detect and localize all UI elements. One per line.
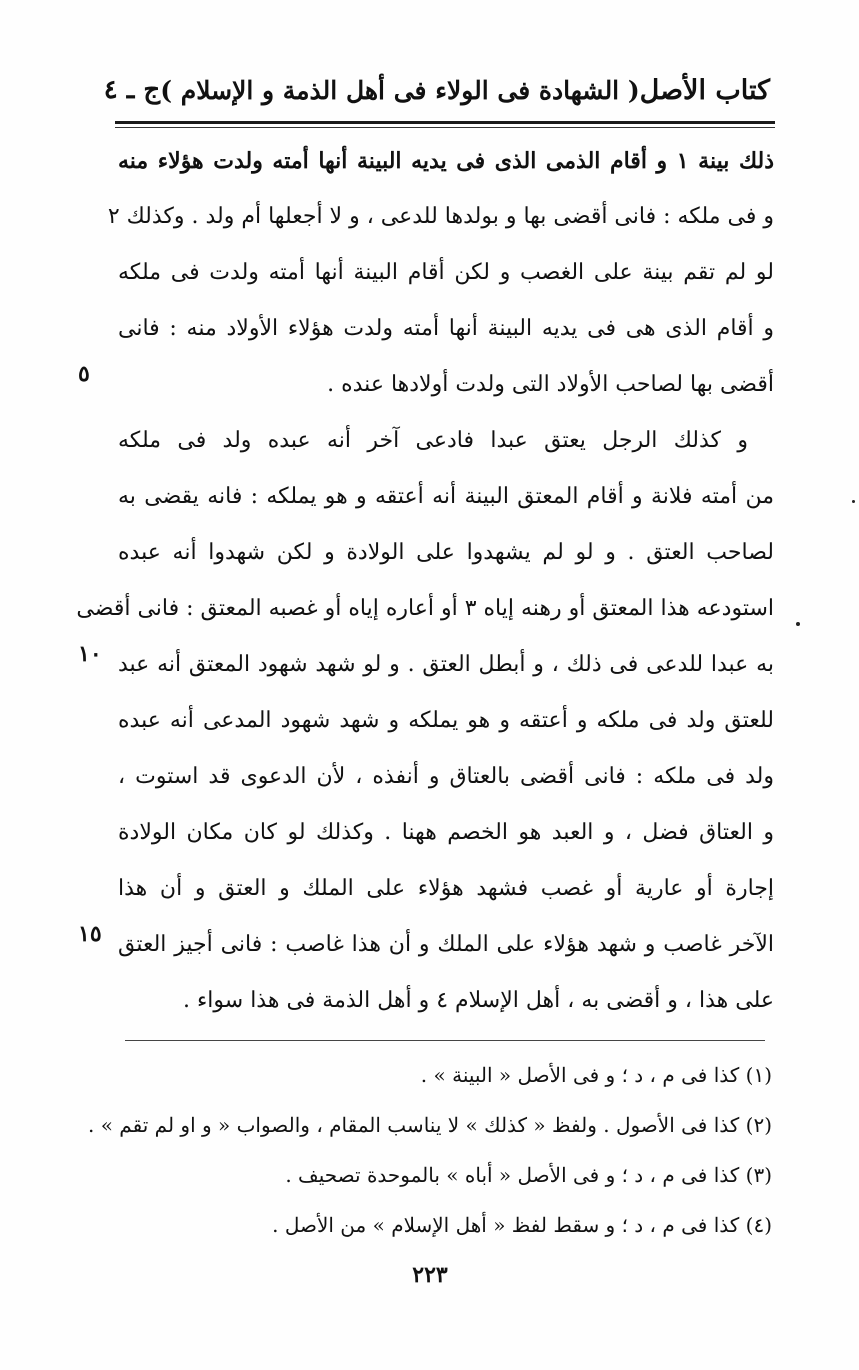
- footnote-rule: [125, 1040, 765, 1041]
- text-line: و فى ملكه : فانى أقضى بها و بولدها للدعى ، و لا أجعلها أم ولد . وكذلك ٢: [107, 204, 774, 229]
- text-line: لو لم تقم بينة على الغصب و لكن أقام البينة أنها أمته ولدت فى ملكه: [118, 260, 774, 285]
- scan-speck: [796, 622, 800, 626]
- text-line: و العتاق فضل ، و العبد هو الخصم ههنا . وكذلك لو كان مكان الولادة: [118, 820, 774, 845]
- book-title: كتاب الأصل: [639, 74, 770, 106]
- text-line: ولد فى ملكه : فانى أقضى بالعتاق و أنفذه ، لأن الدعوى قد استوت ،: [118, 764, 774, 789]
- footnote: (١) كذا فى م ، د ؛ و فى الأصل « البينة » .: [420, 1063, 772, 1087]
- text-line: به عبدا للدعى فى ذلك ، و أبطل العتق . و لو شهد شهود المعتق أنه عبد: [118, 652, 774, 677]
- line-number-marker: ٥: [78, 361, 90, 387]
- text-line: الآخر غاصب و شهد هؤلاء على الملك و أن هذا غاصب : فانى أجيز العتق: [118, 932, 774, 957]
- footnote: (٣) كذا فى م ، د ؛ و فى الأصل « أباه » بالموحدة تصحيف .: [285, 1163, 772, 1187]
- text-line: و أقام الذى هى فى يديه البينة أنها أمته ولدت هؤلاء الأولاد منه : فانى: [118, 316, 774, 341]
- text-line: لصاحب العتق . و لو لم يشهدوا على الولادة و لكن شهدوا أنه عبده: [118, 540, 774, 565]
- scan-speck: [852, 500, 855, 503]
- header-rule-thin: [115, 127, 775, 128]
- header-rule-thick: [115, 121, 775, 124]
- chapter-title: ( الشهادة فى الولاء فى أهل الذمة و الإسلام ): [160, 75, 640, 105]
- footnotes: [87, 1050, 772, 1250]
- text-line: على هذا ، و أقضى به ، أهل الإسلام ٤ و أهل الذمة فى هذا سواء .: [182, 988, 774, 1013]
- volume-number: ج ـ ٤: [103, 75, 161, 105]
- line-number-marker: ١٥: [78, 921, 102, 947]
- text-line: للعتق ولد فى ملكه و أعتقه و هو يملكه و شهد شهود المدعى أنه عبده: [118, 708, 774, 733]
- text-line: من أمته فلانة و أقام المعتق البينة أنه أعتقه و هو يملكه : فانه يقضى به: [118, 484, 774, 509]
- text-line: ذلك بينة ١ و أقام الذمى الذى فى يديه البينة أنها أمته ولدت هؤلاء منه: [118, 148, 774, 174]
- footnote: (٤) كذا فى م ، د ؛ و سقط لفظ « أهل الإسلام » من الأصل .: [272, 1213, 772, 1237]
- line-number-marker: ١٠: [78, 641, 102, 667]
- text-line: و كذلك الرجل يعتق عبدا فادعى آخر أنه عبده ولد فى ملكه: [118, 428, 748, 453]
- footnote: (٢) كذا فى الأصول . ولفظ « كذلك » لا يناسب المقام ، والصواب « و او لم تقم » .: [87, 1113, 772, 1137]
- text-line: إجارة أو عارية أو غصب فشهد هؤلاء على الملك و العتق و أن هذا: [118, 876, 774, 901]
- page-number: ٢٢٣: [412, 1262, 448, 1288]
- running-header: [103, 66, 770, 114]
- text-line: استودعه هذا المعتق أو رهنه إياه ٣ أو أعاره إياه أو غصبه المعتق : فانى أقضى: [76, 596, 774, 621]
- text-line: أقضى بها لصاحب الأولاد التى ولدت أولادها عنده .: [327, 372, 774, 397]
